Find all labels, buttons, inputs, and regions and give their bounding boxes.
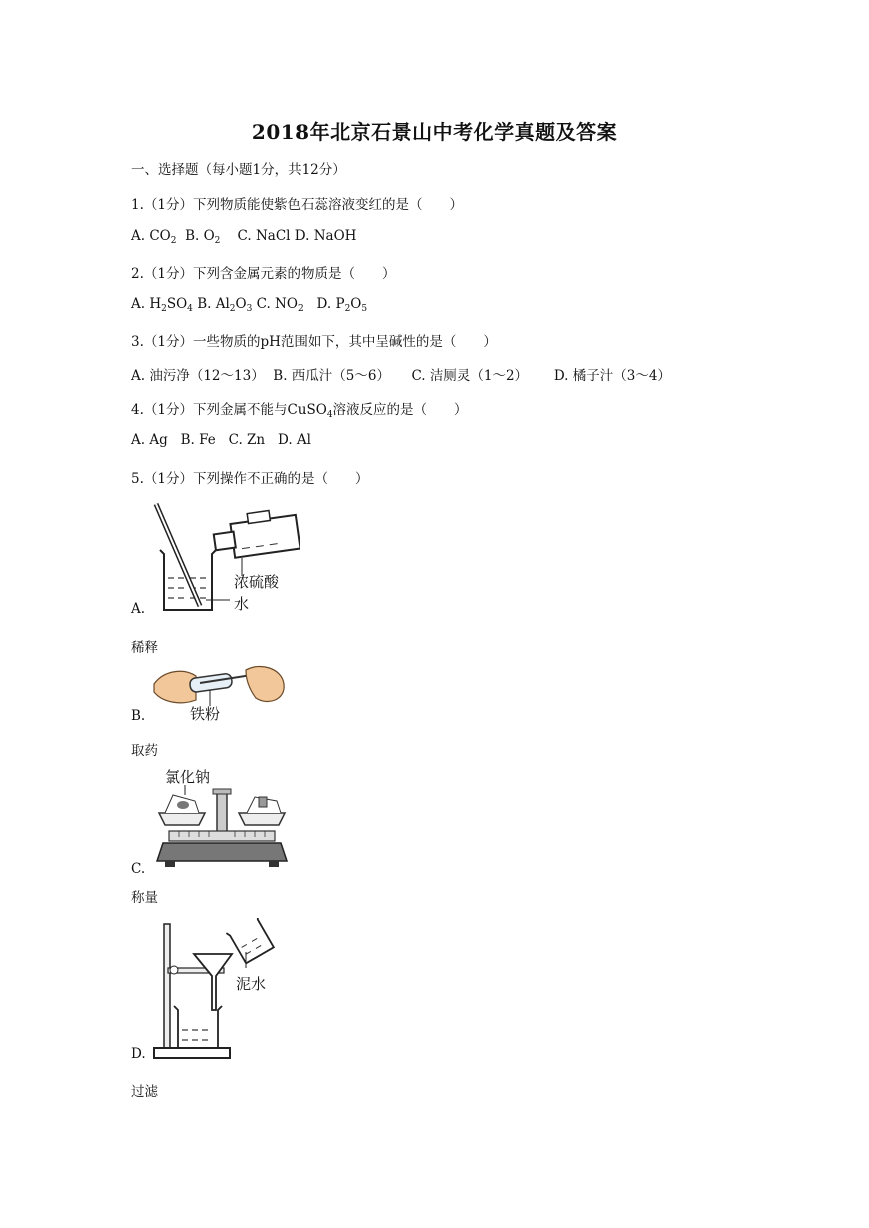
- q2-a-part2: SO: [166, 296, 188, 312]
- q3-option-c: C. 洁厕灵（1～2）: [411, 368, 529, 384]
- q5-option-d-letter: D.: [131, 1046, 146, 1062]
- label-iron-powder: 铁粉: [190, 705, 221, 723]
- q2-a-sub1: 2: [161, 304, 167, 314]
- q1-option-a: [131, 228, 176, 244]
- label-sodium-chloride: 氯化钠: [165, 768, 211, 786]
- q5-option-c-caption: 称量: [131, 890, 158, 906]
- q5-option-d-caption: 过滤: [131, 1084, 158, 1100]
- q2-option-c: [257, 296, 304, 312]
- q3-option-b: B. 西瓜汁（5～6）: [273, 368, 390, 384]
- q4-option-b: B. Fe: [180, 432, 216, 448]
- q2-option-a: [131, 296, 193, 312]
- q2-c-part1: C. NO: [256, 296, 298, 312]
- q2-d-sub2: 5: [361, 304, 368, 314]
- q2-d-part1: D. P: [316, 296, 345, 312]
- q3-option-a: A. 油污净（12～13）: [131, 368, 265, 384]
- q5-option-c-letter: C.: [131, 861, 146, 877]
- question-4-options: [131, 432, 311, 448]
- q1-option-b-text: B. O: [185, 228, 215, 244]
- question-2-options: [131, 296, 367, 312]
- label-water: 水: [234, 595, 250, 613]
- question-2-stem: 2.（1分）下列含金属元素的物质是（ ）: [131, 266, 396, 282]
- q5-option-a-letter: A.: [131, 601, 146, 617]
- dilution-illustration: [150, 498, 300, 618]
- question-4-stem: [131, 398, 468, 418]
- question-3-options: [131, 364, 671, 384]
- question-3-stem: 3.（1分）一些物质的pH范围如下，其中呈碱性的是（ ）: [131, 334, 497, 350]
- q4-option-a: A. Ag: [131, 432, 168, 448]
- q2-b-part1: B. Al: [197, 296, 230, 312]
- question-1-stem: 1.（1分）下列物质能使紫色石蕊溶液变红的是（ ）: [131, 197, 463, 213]
- q2-option-b: [197, 296, 252, 312]
- q5-option-a-caption: 稀释: [131, 640, 158, 656]
- balance-illustration: [155, 785, 290, 870]
- q1-option-a-sub: 2: [170, 236, 177, 246]
- q2-option-d: [317, 296, 368, 312]
- q4-option-c: C. Zn: [228, 432, 266, 448]
- q4-stem-sub: 4: [326, 410, 333, 420]
- q1-option-c: C. NaCl: [237, 228, 291, 244]
- q1-option-a-text: A. CO: [131, 228, 171, 244]
- label-muddy-water: 泥水: [236, 975, 267, 993]
- q2-a-part1: A. H: [131, 296, 162, 312]
- question-1-options: [131, 228, 356, 244]
- q4-stem-post: 溶液反应的是（ ）: [332, 402, 468, 418]
- q2-b-part2: O: [235, 296, 247, 312]
- question-5-stem: 5.（1分）下列操作不正确的是（ ）: [131, 471, 369, 487]
- section-heading: 一、选择题（每小题1分，共12分）: [131, 162, 346, 178]
- q5-option-b-letter: B.: [131, 708, 146, 724]
- q1-option-b-sub: 2: [214, 236, 221, 246]
- q2-a-sub2: 4: [187, 304, 193, 314]
- q1-option-b: [185, 228, 220, 244]
- q2-b-sub2: 3: [246, 304, 253, 314]
- q4-stem-pre: 4.（1分）下列金属不能与CuSO: [131, 402, 327, 418]
- q2-b-sub1: 2: [229, 304, 236, 314]
- q3-option-d: D. 橘子汁（3～4）: [553, 368, 671, 384]
- page-title: 2018年北京石景山中考化学真题及答案: [251, 120, 618, 144]
- q4-option-d: D. Al: [278, 432, 311, 448]
- q1-option-d: D. NaOH: [294, 228, 357, 244]
- q2-d-sub1: 2: [344, 304, 351, 314]
- q2-d-part2: O: [350, 296, 362, 312]
- label-conc-sulfuric-acid: 浓硫酸: [234, 573, 280, 591]
- q2-c-sub1: 2: [297, 304, 304, 314]
- q5-option-b-caption: 取药: [131, 743, 158, 759]
